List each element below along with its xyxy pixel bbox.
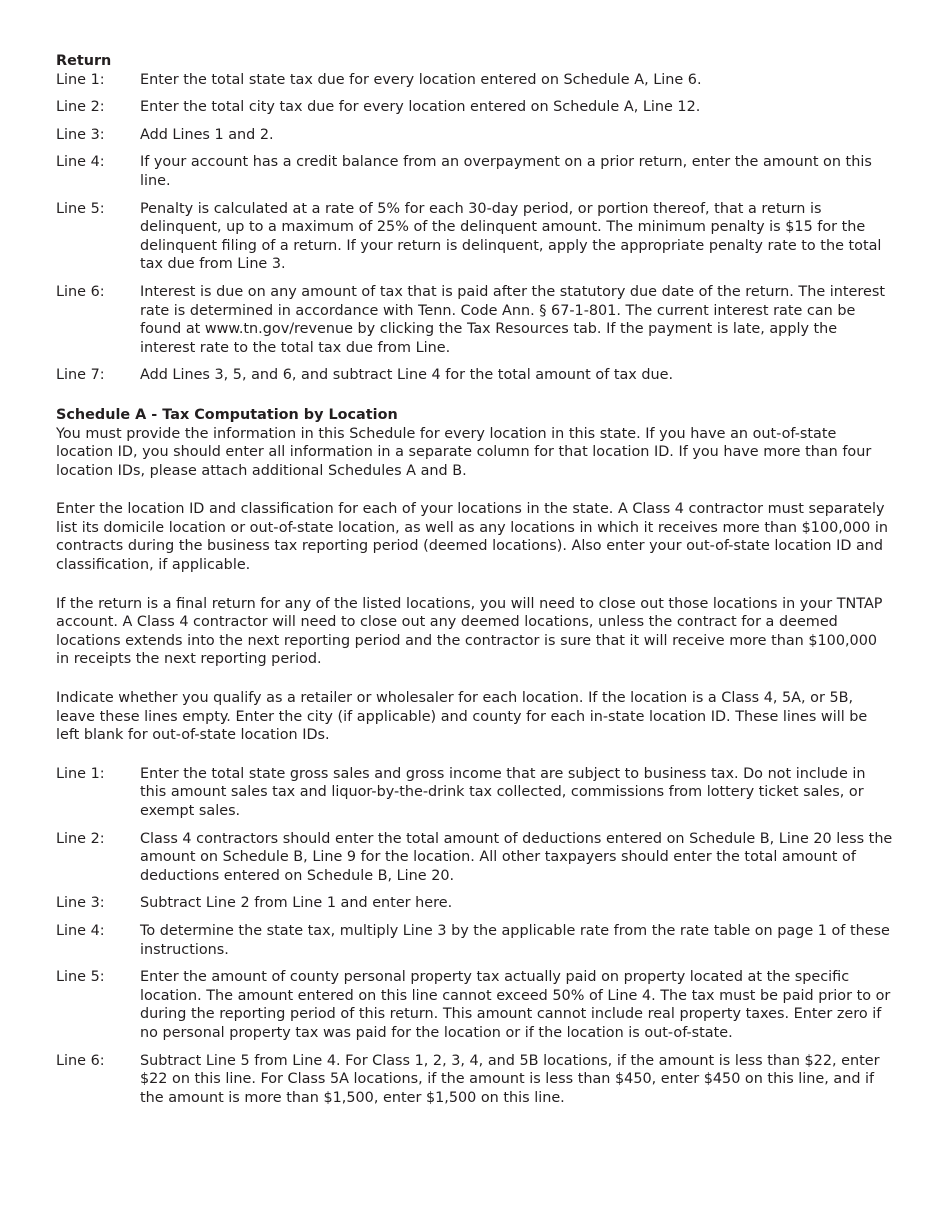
return-section xyxy=(56,52,894,385)
schedule-a-line-1 xyxy=(56,765,894,821)
line-label: Line 3: xyxy=(56,126,105,143)
schedule-a-line-2 xyxy=(56,830,894,886)
line-text: To determine the state tax, multiply Line 3 by the applicable rate from the rate table on page 1 of these instructions. xyxy=(140,922,890,958)
line-text: Interest is due on any amount of tax that is paid after the statutory due date of the return. The interest rate is determined in accordance with Tenn. Code Ann. § 67-1-801. The current interest rate can be found at www.tn.gov/revenue by clicking the Tax Resources tab. If the payment is late, apply the interest rate to the total tax due from Line. xyxy=(140,283,885,356)
line-text: If your account has a credit balance from an overpayment on a prior return, enter the amount on this line. xyxy=(140,154,872,189)
line-text: Subtract Line 5 from Line 4. For Class 1, 2, 3, 4, and 5B locations, if the amount is less than $22, enter $22 on this line. For Class 5A locations, if the amount is less than $450, enter $450 on this line, and if the amount is more than $1,500, enter $1,500 on this line. xyxy=(140,1052,880,1106)
return-line-4 xyxy=(56,153,894,190)
schedule-a-line-3 xyxy=(56,894,894,913)
line-text: Add Lines 3, 5, and 6, and subtract Line 4 for the total amount of tax due. xyxy=(140,367,674,384)
line-label: Line 6: xyxy=(56,283,105,300)
line-text: Add Lines 1 and 2. xyxy=(140,126,274,143)
return-line-3 xyxy=(56,126,894,145)
line-text: Enter the amount of county personal property tax actually paid on property located at the specific location. The amount entered on this line cannot exceed 50% of Line 4. The tax must be paid prior to or during the reporting period of this return. This amount cannot include real property taxes. Enter zero if no personal property tax was paid for the location or if the location is out-of-state. xyxy=(140,969,891,1041)
line-label: Line 2: xyxy=(56,99,105,116)
line-label: Line 2: xyxy=(56,830,105,847)
schedule-a-paragraph-2: Enter the location ID and classification for each of your locations in the state. A Class 4 contractor must separately list its domicile location or out-of-state location, as well as any locations in which it receives more than $100,000 in contracts during the business tax reporting period (deemed locations). Also enter your out-of-state location ID and classification, if applicable. xyxy=(56,501,888,574)
return-line-1 xyxy=(56,71,894,90)
line-label: Line 1: xyxy=(56,765,105,782)
schedule-a-paragraph-3: If the return is a final return for any of the listed locations, you will need to close out those locations in your TNTAP account. A Class 4 contractor will need to close out any deemed locations, unless the contract for a deemed locations extends into the next reporting period and the contractor is sure that it will receive more than $100,000 in receipts the next reporting period. xyxy=(56,595,883,668)
line-label: Line 4: xyxy=(56,154,105,171)
section-spacer xyxy=(56,394,894,406)
schedule-a-paragraph-1: You must provide the information in this Schedule for every location in this state. If you have an out-of-state location ID, you should enter all information in a separate column for that location ID. If you have more than four location IDs, please attach additional Schedules A and B. xyxy=(56,425,872,479)
line-label: Line 3: xyxy=(56,895,105,912)
line-label: Line 7: xyxy=(56,367,105,384)
schedule-a-line-6 xyxy=(56,1052,894,1108)
line-text: Class 4 contractors should enter the total amount of deductions entered on Schedule B, Line 20 less the amount on Schedule B, Line 9 for the location. All other taxpayers should enter the total amount of deductions entered on Schedule B, Line 20. xyxy=(140,830,893,884)
schedule-a-section xyxy=(56,406,894,1107)
schedule-a-lines xyxy=(56,765,894,1108)
schedule-a-paragraph-4: Indicate whether you qualify as a retailer or wholesaler for each location. If the location is a Class 4, 5A, or 5B, leave these lines empty. Enter the city (if applicable) and county for each in-state location ID. These lines will be left blank for out-of-state location IDs. xyxy=(56,690,868,744)
line-text: Enter the total city tax due for every location entered on Schedule A, Line 12. xyxy=(140,99,701,116)
line-text: Enter the total state gross sales and gross income that are subject to business tax. Do not include in this amount sales tax and liquor-by-the-drink tax collected, commissions from lottery ticket sales, or exempt sales. xyxy=(140,765,866,819)
return-heading: Return xyxy=(56,53,112,69)
line-label: Line 4: xyxy=(56,922,105,939)
line-label: Line 1: xyxy=(56,71,105,88)
line-label: Line 5: xyxy=(56,200,105,217)
return-line-6 xyxy=(56,283,894,357)
schedule-a-line-4 xyxy=(56,922,894,959)
line-label: Line 6: xyxy=(56,1052,105,1069)
return-line-2 xyxy=(56,98,894,117)
schedule-a-heading: Schedule A - Tax Computation by Location xyxy=(56,406,398,423)
line-label: Line 5: xyxy=(56,969,105,986)
return-line-5 xyxy=(56,200,894,274)
line-text: Enter the total state tax due for every location entered on Schedule A, Line 6. xyxy=(140,71,702,88)
line-text: Subtract Line 2 from Line 1 and enter here. xyxy=(140,895,453,912)
line-text: Penalty is calculated at a rate of 5% for each 30-day period, or portion thereof, that a return is delinquent, up to a maximum of 25% of the delinquent amount. The minimum penalty is $15 for the delinquent filing of a return. If your return is delinquent, apply the appropriate penalty rate to the total tax due from Line 3. xyxy=(140,200,882,273)
schedule-a-line-5 xyxy=(56,968,894,1042)
return-line-7 xyxy=(56,366,894,385)
